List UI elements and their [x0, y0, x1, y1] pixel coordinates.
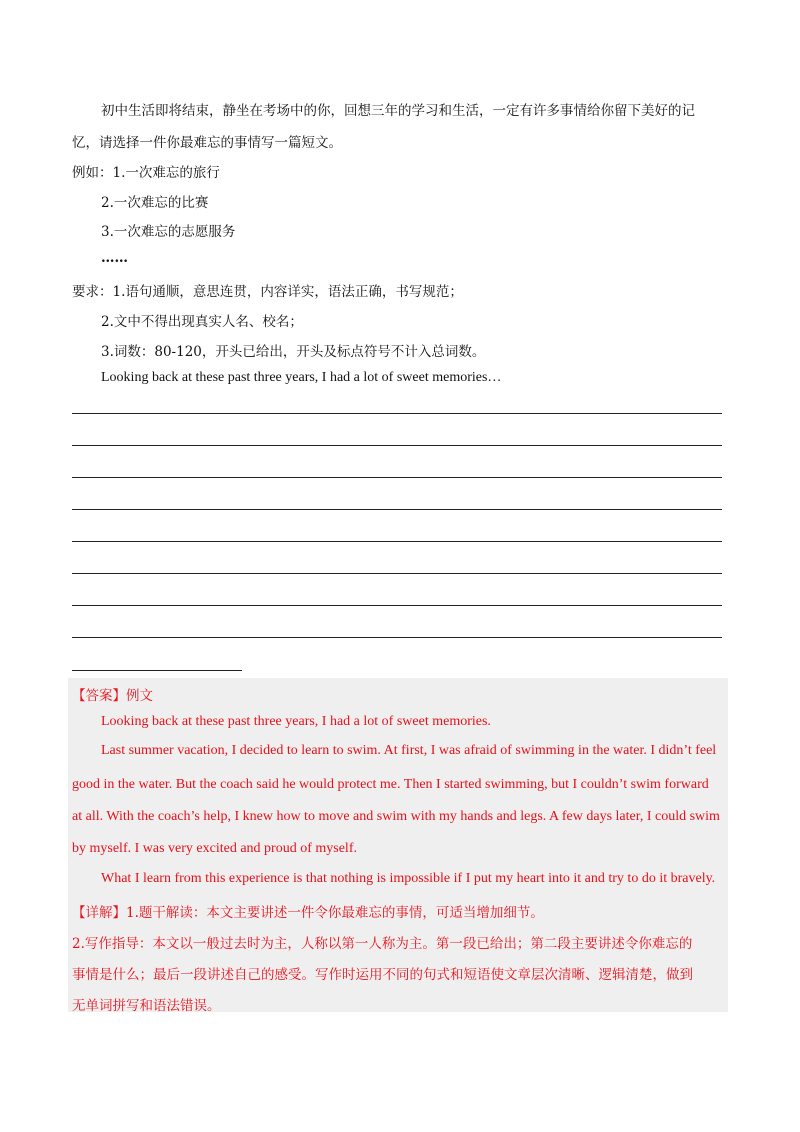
answer-paragraph-2-line-2: good in the water. But the coach said he would protect me. Then I started swimming, but I couldn’t swim forward [72, 777, 709, 792]
answer-paragraph-2-line-3: at all. With the coach’s help, I knew how to move and swim with my hands and legs. A few days later, I could swim [72, 809, 720, 824]
writing-line [72, 509, 722, 510]
answer-paragraph-2-line-1: Last summer vacation, I decided to learn to swim. At first, I was afraid of swimming in the water. I didn’t feel [101, 743, 717, 758]
detail-line-2: 2.写作指导：本文以一般过去时为主，人称以第一人称为主。第一段已给出；第二段主要讲述令你难忘的 [72, 936, 693, 952]
answer-label: 【答案】例文 [72, 688, 153, 704]
detail-line-1: 【详解】1.题干解读：本文主要讲述一件令你最难忘的事情，可适当增加细节。 [72, 905, 544, 921]
examples-label: 例如：1.一次难忘的旅行 [72, 165, 220, 181]
example-item-3: 3.一次难忘的志愿服务 [101, 224, 236, 240]
writing-line [72, 541, 722, 542]
examples-ellipsis: …… [101, 250, 128, 266]
requirement-1: 要求：1.语句通顺，意思连贯，内容详实，语法正确，书写规范； [72, 284, 463, 300]
example-item-2: 2.一次难忘的比赛 [101, 195, 209, 211]
writing-line [72, 573, 722, 574]
writing-line [72, 605, 722, 606]
writing-line [72, 477, 722, 478]
detail-line-4: 无单词拼写和语法错误。 [72, 998, 221, 1014]
writing-line [72, 637, 722, 638]
essay-opening: Looking back at these past three years, I had a lot of sweet memories… [101, 370, 502, 385]
writing-line [72, 445, 722, 446]
prompt-intro-line-1: 初中生活即将结束，静坐在考场中的你，回想三年的学习和生活，一定有许多事情给你留下美好的记 [101, 103, 695, 119]
writing-line [72, 413, 722, 414]
requirement-3: 3.词数：80-120，开头已给出，开头及标点符号不计入总词数。 [101, 344, 486, 360]
section-divider [72, 670, 242, 671]
requirement-2: 2.文中不得出现真实人名、校名； [101, 314, 303, 330]
answer-paragraph-1: Looking back at these past three years, I had a lot of sweet memories. [101, 714, 491, 729]
detail-line-3: 事情是什么；最后一段讲述自己的感受。写作时运用不同的句式和短语使文章层次清晰、逻辑清楚，做到 [72, 967, 693, 983]
answer-paragraph-2-line-4: by myself. I was very excited and proud of myself. [72, 841, 357, 856]
answer-paragraph-3: What I learn from this experience is that nothing is impossible if I put my heart into it and try to do it bravely. [101, 871, 716, 886]
prompt-intro-line-2: 忆，请选择一件你最难忘的事情写一篇短文。 [72, 135, 342, 151]
